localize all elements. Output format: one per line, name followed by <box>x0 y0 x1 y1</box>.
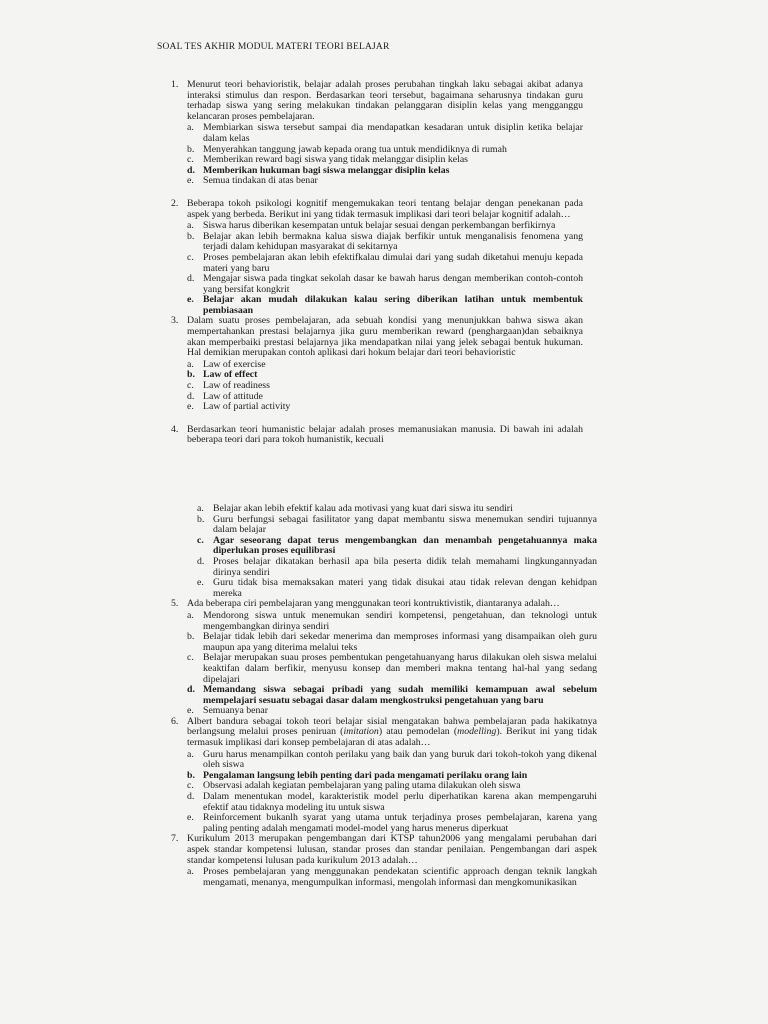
question-block-top <box>157 80 583 446</box>
option-letter: c. <box>197 534 204 546</box>
option-letter: d. <box>187 684 195 696</box>
option-text: Agar seseorang dapat terus mengembangkan dan menambah pengetahuannya maka diperlukan proses equilibrasi <box>213 534 597 557</box>
question-block-bottom <box>157 503 597 888</box>
options-list <box>187 221 583 316</box>
option-letter: a. <box>197 503 204 514</box>
option-letter: b. <box>197 513 205 525</box>
option-letter: a. <box>187 220 194 232</box>
options-list <box>187 611 597 717</box>
question-stem: Beberapa tokoh psikologi kognitif mengemukakan teori tentang belajar dengan penekanan pada aspek yang berbeda. Berikut ini yang tidak termasuk implikasi dari teori belajar kognitif adalah… <box>187 197 583 220</box>
options-list <box>187 750 597 835</box>
option-item <box>187 295 583 316</box>
stem-term-italic: imitation <box>343 726 379 738</box>
option-text: Proses pembelajaran akan lebih efektifkalau dimulai dari yang sudah diketahui menuju kepada materi yang baru <box>203 251 583 274</box>
stem-text: ). Berikut ini yang tidak termasuk implikasi dari konsep pembelajaran di atas adalah… <box>187 726 597 749</box>
option-text: Belajar tidak lebih dari sekedar menerima dan memproses informasi yang disampaikan oleh guru maupun apa yang diterima melalui teks <box>203 631 597 653</box>
question-number: 1. <box>171 79 179 90</box>
question-6 <box>157 717 597 835</box>
stem-text: ) atau pemodelan ( <box>378 726 458 738</box>
option-letter: b. <box>187 631 195 643</box>
option-letter: a. <box>187 122 194 134</box>
question-2 <box>157 199 583 317</box>
option-text: Semuanya benar <box>203 705 269 717</box>
option-text: Semua tindakan di atas benar <box>203 175 318 187</box>
question-3 <box>157 316 583 412</box>
option-letter: b. <box>187 230 195 242</box>
option-letter: a. <box>187 358 194 370</box>
option-letter: c. <box>187 380 194 392</box>
option-text: Belajar akan mudah dilakukan kalau sering diberikan latihan untuk membentuk pembiasaan <box>203 294 583 316</box>
question-number: 6. <box>171 715 179 727</box>
question-number: 5. <box>171 598 179 610</box>
option-text: Proses pembelajaran yang menggunakan pendekatan scientific approach dengan teknik langkah mengamati, menanya, mengumpulkan informasi, mengolah informasi dan mengkomunikasikan <box>203 866 597 888</box>
option-item <box>197 557 597 578</box>
question-stem: Menurut teori behavioristik, belajar adalah proses perubahan tingkah laku sebagai akibat adanya interaksi stimulus dan respon. Berdasarkan teori tersebut, bagaimana seharusnya tindakan guru terhadap siswa yang sering melakukan tindakan pelanggaran disiplin kelas yang mengganggu kelancaran proses pembelajaran. <box>187 79 583 122</box>
option-text: Memberikan reward bagi siswa yang tidak melanggar disiplin kelas <box>203 154 468 166</box>
option-letter: e. <box>187 175 194 187</box>
option-item <box>187 253 583 274</box>
option-text: Guru harus menampilkan contoh perilaku yang baik dan yang buruk dari tokoh-tokoh yang dikenal oleh siswa <box>203 748 597 771</box>
question-stem: Dalam suatu proses pembelajaran, ada sebuah kondisi yang menunjukkan bahwa siswa akan mempertahankan prestasi belajarnya jika guru memberikan reward (penghargaan)dan sebaiknya akan memperbaiki prestasi belajarnya jika mendapatkan nilai yang jelek sebagai bentuk hukuman. Hal demikian merupakan contoh aplikasi dari hokum belajar dari teori behavioristic <box>187 315 583 359</box>
question-stem <box>187 717 597 749</box>
option-letter: b. <box>187 143 195 155</box>
option-item <box>187 176 583 187</box>
option-letter: d. <box>187 791 195 803</box>
question-4-options <box>157 504 597 599</box>
option-letter: a. <box>187 609 194 621</box>
option-text: Law of partial activity <box>203 401 291 413</box>
option-item <box>197 515 597 536</box>
option-letter: b. <box>187 769 195 781</box>
option-text: Memberikan hukuman bagi siswa melanggar disiplin kelas <box>203 164 450 176</box>
option-text: Mendorong siswa untuk menemukan sendiri kompetensi, pengetahuan, dan teknologi untuk mengembangkan dirinya sendiri <box>203 609 597 632</box>
options-list <box>197 504 597 599</box>
option-text: Mengajar siswa pada tingkat sekolah dasar ke bawah harus dengan memberikan contoh-contoh yang bersifat kongkrit <box>203 273 583 295</box>
page-title: SOAL TES AKHIR MODUL MATERI TEORI BELAJAR <box>157 42 390 52</box>
option-item <box>197 578 597 599</box>
option-text: Memandang siswa sebagai pribadi yang sudah memiliki kemampuan awal sebelum mempelajari sesuatu sebagai dasar dalam mengkostruksi pengetahuan yang baru <box>203 684 597 706</box>
option-letter: c. <box>187 154 194 166</box>
question-number: 3. <box>171 315 179 327</box>
option-text: Belajar akan lebih efektif kalau ada motivasi yang kuat dari siswa itu sendiri <box>213 503 513 514</box>
option-letter: c. <box>187 652 194 664</box>
option-item <box>187 792 597 813</box>
option-text: Proses belajar dikatakan berhasil apa bila peserta didik telah memahami lingkungannyadan dirinya sendiri <box>213 555 597 578</box>
option-letter: a. <box>187 866 194 878</box>
option-text: Law of attitude <box>203 390 263 402</box>
option-letter: e. <box>197 577 204 589</box>
spacer <box>157 413 583 425</box>
option-letter: c. <box>187 780 194 792</box>
option-text: Siswa harus diberikan kesempatan untuk belajar sesuai dengan perkembangan berfikirnya <box>203 220 556 232</box>
stem-text: Albert bandura sebagai tokoh teori belajar sisial mengatakan bahwa pembelajaran pada hakikatnya berlangsung melalui proses peniruan ( <box>187 715 597 738</box>
stem-term-italic: modelling <box>457 726 497 738</box>
option-item <box>187 750 597 771</box>
option-text: Dalam menentukan model, karakteristik model perlu diperhatikan karena akan mempengaruhi efektif atau tidaknya modeling itu untuk siswa <box>203 791 597 813</box>
question-number: 7. <box>171 833 179 845</box>
options-list <box>187 123 583 187</box>
option-text: Reinforcement bukanlh syarat yang utama untuk terjadinya proses pembelajaran, karena yang paling penting adalah mengamati model-model yang harus menerus diperkuat <box>203 812 597 834</box>
question-7 <box>157 834 597 888</box>
option-letter: c. <box>187 251 194 263</box>
question-number: 2. <box>171 197 179 209</box>
option-text: Law of readiness <box>203 380 270 392</box>
option-letter: d. <box>187 164 195 176</box>
option-item <box>187 274 583 295</box>
options-list <box>187 867 597 888</box>
option-letter: e. <box>187 294 194 306</box>
question-1 <box>157 80 583 187</box>
option-item <box>187 685 597 706</box>
option-letter: d. <box>197 555 205 567</box>
option-item <box>187 232 583 253</box>
option-letter: e. <box>187 812 194 824</box>
option-item <box>187 402 583 413</box>
option-letter: b. <box>187 369 195 381</box>
option-item <box>187 813 597 834</box>
option-letter: d. <box>187 273 195 285</box>
option-item <box>187 653 597 685</box>
option-text: Guru tidak bisa memaksakan materi yang tidak disukai atau tidak relevan dengan kehidpan mereka <box>213 577 597 599</box>
option-text: Membiarkan siswa tersebut sampai dia mendapatkan kesadaran untuk disiplin ketika belajar dalam kelas <box>203 122 583 144</box>
question-5 <box>157 599 597 717</box>
option-letter: e. <box>187 705 194 717</box>
option-text: Observasi adalah kegiatan pembelajaran yang paling utama dilakukan oleh siswa <box>203 780 521 792</box>
option-text: Law of exercise <box>203 358 266 370</box>
question-number: 4. <box>171 423 179 435</box>
option-letter: d. <box>187 390 195 402</box>
question-stem: Kurikulum 2013 merupakan pengembangan dari KTSP tahun2006 yang mengalami perubahan dari aspek standar kompetensi lulusan, standar proses dan standar penilaian. Pengembangan dari aspek standar kompetensi lulusan pada kurikulum 2013 adalah… <box>187 833 597 866</box>
option-letter: e. <box>187 401 194 413</box>
option-text: Law of effect <box>203 369 258 381</box>
option-text: Belajar akan lebih bermakna kalua siswa diajak berfikir untuk menganalisis fenomena yang terjadi dalam kehidupan masyarakat di sekitarnya <box>203 230 583 253</box>
option-text: Guru berfungsi sebagai fasilitator yang dapat membantu siswa menemukan sendiri tujuannya dalam belajar <box>213 513 597 536</box>
options-list <box>187 360 583 413</box>
question-stem: Berdasarkan teori humanistic belajar adalah proses memanusiakan manusia. Di bawah ini adalah beberapa teori dari para tokoh humanistik, kecuali <box>187 423 583 446</box>
option-item <box>187 123 583 144</box>
option-text: Belajar merupakan suau proses pembentukan pengetahuanyang harus dilakukan oleh siswa melalui keaktifan dalam berfikir, menyusu konsep dan memberi makna tentang hal-hal yang sedang dipelajari <box>203 652 597 685</box>
question-stem: Ada beberapa ciri pembelajaran yang menggunakan teori kontruktivistik, diantaranya adalah… <box>187 598 560 610</box>
question-4 <box>157 425 583 446</box>
option-item <box>187 632 597 653</box>
option-item <box>197 536 597 557</box>
option-text: Menyerahkan tanggung jawab kepada orang tua untuk mendidiknya di rumah <box>203 143 507 155</box>
option-text: Pengalaman langsung lebih penting dari pada mengamati perilaku orang lain <box>203 769 528 781</box>
option-item <box>187 867 597 888</box>
option-item <box>187 611 597 632</box>
option-letter: a. <box>187 748 194 760</box>
